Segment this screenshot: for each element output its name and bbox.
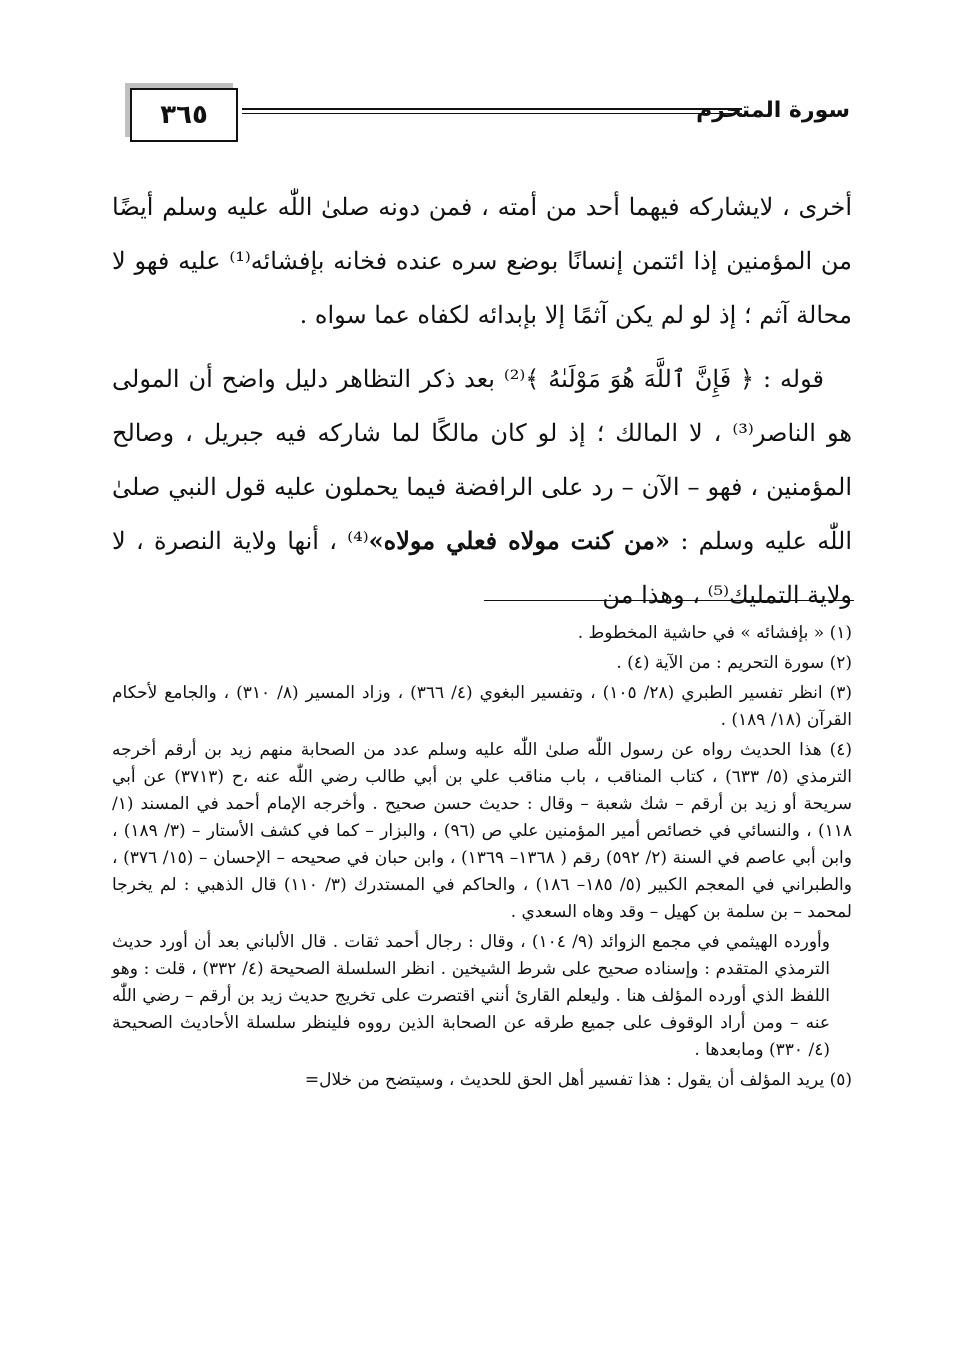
footnote-2: (٢) سورة التحريم : من الآية (٤) . xyxy=(616,653,852,673)
footnote-separator xyxy=(484,600,854,601)
footnote-4: (٤) هذا الحديث رواه عن رسول اللّٰه صلىٰ اللّٰه عليه وسلم عدد من الصحابة منهم زيد بن أرقم أخرجه الترمذي (٥/ ٦٣٣) ، كتاب المناقب ، باب مناقب علي بن أبي طالب رضي اللّٰه عنه ،ح (٣٧١٣) عن أبي سريحة أو زيد بن أرقم – شك شعبة – وقال : حديث حسن صحيح . وأخرجه الإمام أحمد في المسند (١/ ١١٨) ، والنسائي في خصائص أمير المؤمنين علي ص (٩٦) ، والبزار – كما في كشف الأستار – (٣/ ١٨٩) ، وابن أبي عاصم في السنة (٢/ ٥٩٢) رقم ( ١٣٦٨– ١٣٦٩) ، وابن حبان في صحيحه – الإحسان – (١٥/ ٣٧٦) ، والطبراني في المعجم الكبير (٥/ ١٨٥– ١٨٦) ، والحاكم في المستدرك (٣/ ١١٠) قال الذهبي : لم يخرجا لمحمد – بن سلمة بن كهيل – وقد وهاه السعدي . xyxy=(112,740,852,922)
chapter-title: سورة المتحرم xyxy=(696,98,850,123)
header-rule-thin xyxy=(242,113,742,114)
paragraph-1: أخرى ، لايشاركه فيهما أحد من أمته ، فمن دونه صلىٰ اللّٰه عليه وسلم أيضًا من المؤمنين إذا ائتمن إنسانًا بوضع سره عنده فخانه بإفشائه⁽¹⁾ عليه فهو لا محالة آثم ؛ إذ لو لم يكن آثمًا إلا بإبدائه لكفاه عما سواه . xyxy=(112,193,853,329)
paragraph-2 xyxy=(112,352,852,622)
footnote-3: (٣) انظر تفسير الطبري (٢٨/ ١٠٥) ، وتفسير البغوي (٤/ ٣٦٦) ، وزاد المسير (٨/ ٣١٠) ، والجامع لأحكام القرآن (١٨/ ١٨٩) . xyxy=(112,683,852,730)
header-rule xyxy=(242,108,742,110)
paragraph-2-start: قوله : ﴿ فَإِنَّ ٱللَّهَ هُوَ مَوْلَىٰهُ ﴾⁽²⁾ بعد ذكر التظاهر دليل واضح أن المولى هو الناصر⁽³⁾ ، لا المالك ؛ إذ لو كان مالكًا لما شاركه فيه جبريل ، وصالح المؤمنين ، فهو – الآن – رد على الرافضة فيما يحملون عليه قول النبي صلىٰ اللّٰه عليه وسلم : xyxy=(112,365,853,555)
page-number: ٣٦٥ xyxy=(130,88,238,142)
footnotes xyxy=(112,620,852,1097)
page-header xyxy=(130,88,850,140)
footnote-5: (٥) يريد المؤلف أن يقول : هذا تفسير أهل الحق للحديث ، وسيتضح من خلال= xyxy=(304,1070,852,1090)
main-text xyxy=(112,180,852,622)
footnote-1: (١) « بإفشائه » في حاشية المخطوط . xyxy=(577,623,852,643)
footnote-4-continued: وأورده الهيثمي في مجمع الزوائد (٩/ ١٠٤) ، وقال : رجال أحمد ثقات . قال الألباني بعد أن أورد حديث الترمذي المتقدم : وإسناده صحيح على شرط الشيخين . انظر السلسلة الصحيحة (٤/ ٣٣٢) ، قلت : وهو اللفظ الذي أورده المؤلف هنا . وليعلم القارئ أنني اقتصرت على تخريج حديث زيد بن أرقم – رضي اللّٰه عنه – ومن أراد الوقوف على جميع طرقه عن الصحابة الذين رووه فلينظر سلسلة الأحاديث الصحيحة (٤/ ٣٣٠) ومابعدها . xyxy=(112,932,830,1060)
paragraph-2-end: ⁽⁴⁾ ، أنها ولاية النصرة ، لا ولاية التمليك⁽⁵⁾ ، وهذا من xyxy=(112,527,852,609)
hadith-quote: «من كنت مولاه فعلي مولاه» xyxy=(368,526,671,555)
